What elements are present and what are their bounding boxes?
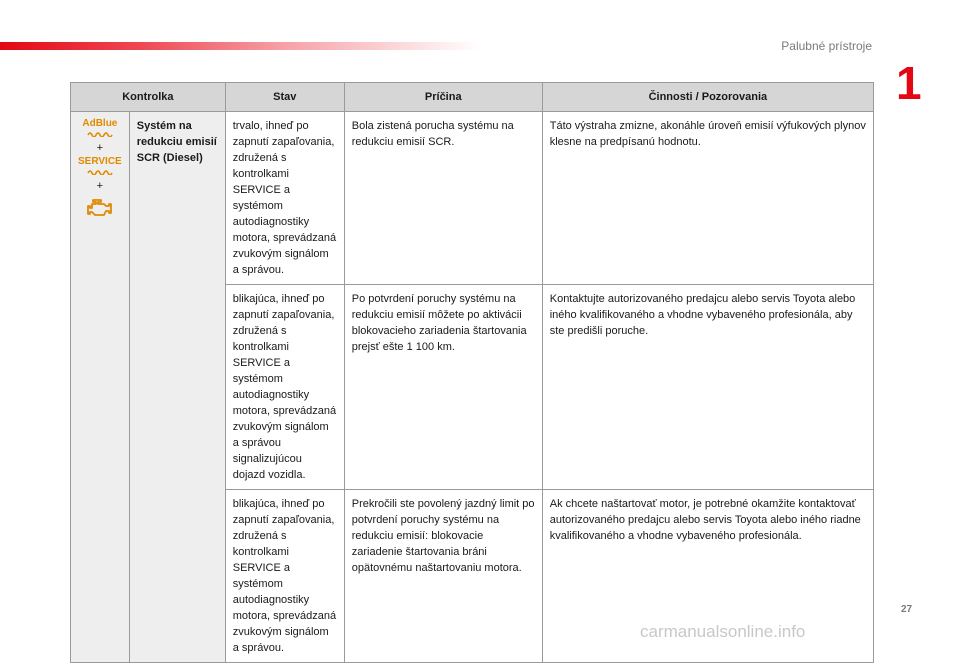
action-cell: Táto výstraha zmizne, akonáhle úroveň emisií výfukových plynov klesne na predpísanú hodnotu. — [542, 112, 873, 285]
column-header-stav: Stav — [225, 83, 344, 112]
indicator-icons-cell — [71, 112, 130, 663]
cause-cell: Prekročili ste povolený jazdný limit po potvrdení poruchy systému na redukciu emisií: blokovacie zariadenie štartovania bráni opätovnému naštartovaniu motora. — [344, 490, 542, 663]
adblue-icon: AdBlue — [78, 118, 122, 140]
cause-cell: Bola zistená porucha systému na redukciu emisií SCR. — [344, 112, 542, 285]
state-cell: trvalo, ihneď po zapnutí zapaľovania, združená s kontrolkami SERVICE a systémom autodiagnostiky motora, sprevádzaná zvukovým signálom a správou. — [225, 112, 344, 285]
state-cell: blikajúca, ihneď po zapnutí zapaľovania, združená s kontrolkami SERVICE a systémom autodiagnostiky motora, sprevádzaná zvukovým signálom a správou signalizujúcou dojazd vozidla. — [225, 285, 344, 490]
table-header-row — [71, 83, 874, 112]
plus-sign: + — [96, 142, 104, 154]
action-cell: Kontaktujte autorizovaného predajcu alebo servis Toyota alebo iného kvalifikovaného a vhodne vybaveného profesionála, aby ste predišli poruche. — [542, 285, 873, 490]
column-header-pricina: Príčina — [344, 83, 542, 112]
service-icon: SERVICE — [78, 156, 122, 178]
engine-check-icon — [87, 198, 113, 218]
action-cell: Ak chcete naštartovať motor, je potrebné okamžite kontaktovať autorizovaného predajcu alebo servis Toyota alebo iného riadne kvalifikovaného a vhodne vybaveného profesionála. — [542, 490, 873, 663]
cause-cell: Po potvrdení poruchy systému na redukciu emisií môžete po aktivácii blokovacieho zariadenia štartovania prejsť ešte 1 100 km. — [344, 285, 542, 490]
chapter-number: 1 — [896, 57, 922, 109]
table-row — [71, 112, 874, 285]
section-title: Palubné prístroje — [781, 39, 872, 53]
column-header-kontrolka: Kontrolka — [71, 83, 226, 112]
warning-lights-table — [70, 82, 874, 663]
state-cell: blikajúca, ihneď po zapnutí zapaľovania, združená s kontrolkami SERVICE a systémom autodiagnostiky motora, sprevádzaná zvukovým signálom a správou. — [225, 490, 344, 663]
header-accent-bar — [0, 42, 480, 50]
plus-sign: + — [96, 180, 104, 192]
page-number: 27 — [901, 604, 913, 615]
indicator-name: Systém na redukciu emisií SCR (Diesel) — [129, 112, 225, 663]
column-header-cinnosti: Činnosti / Pozorovania — [542, 83, 873, 112]
watermark: carmanualsonline.info — [640, 622, 806, 641]
